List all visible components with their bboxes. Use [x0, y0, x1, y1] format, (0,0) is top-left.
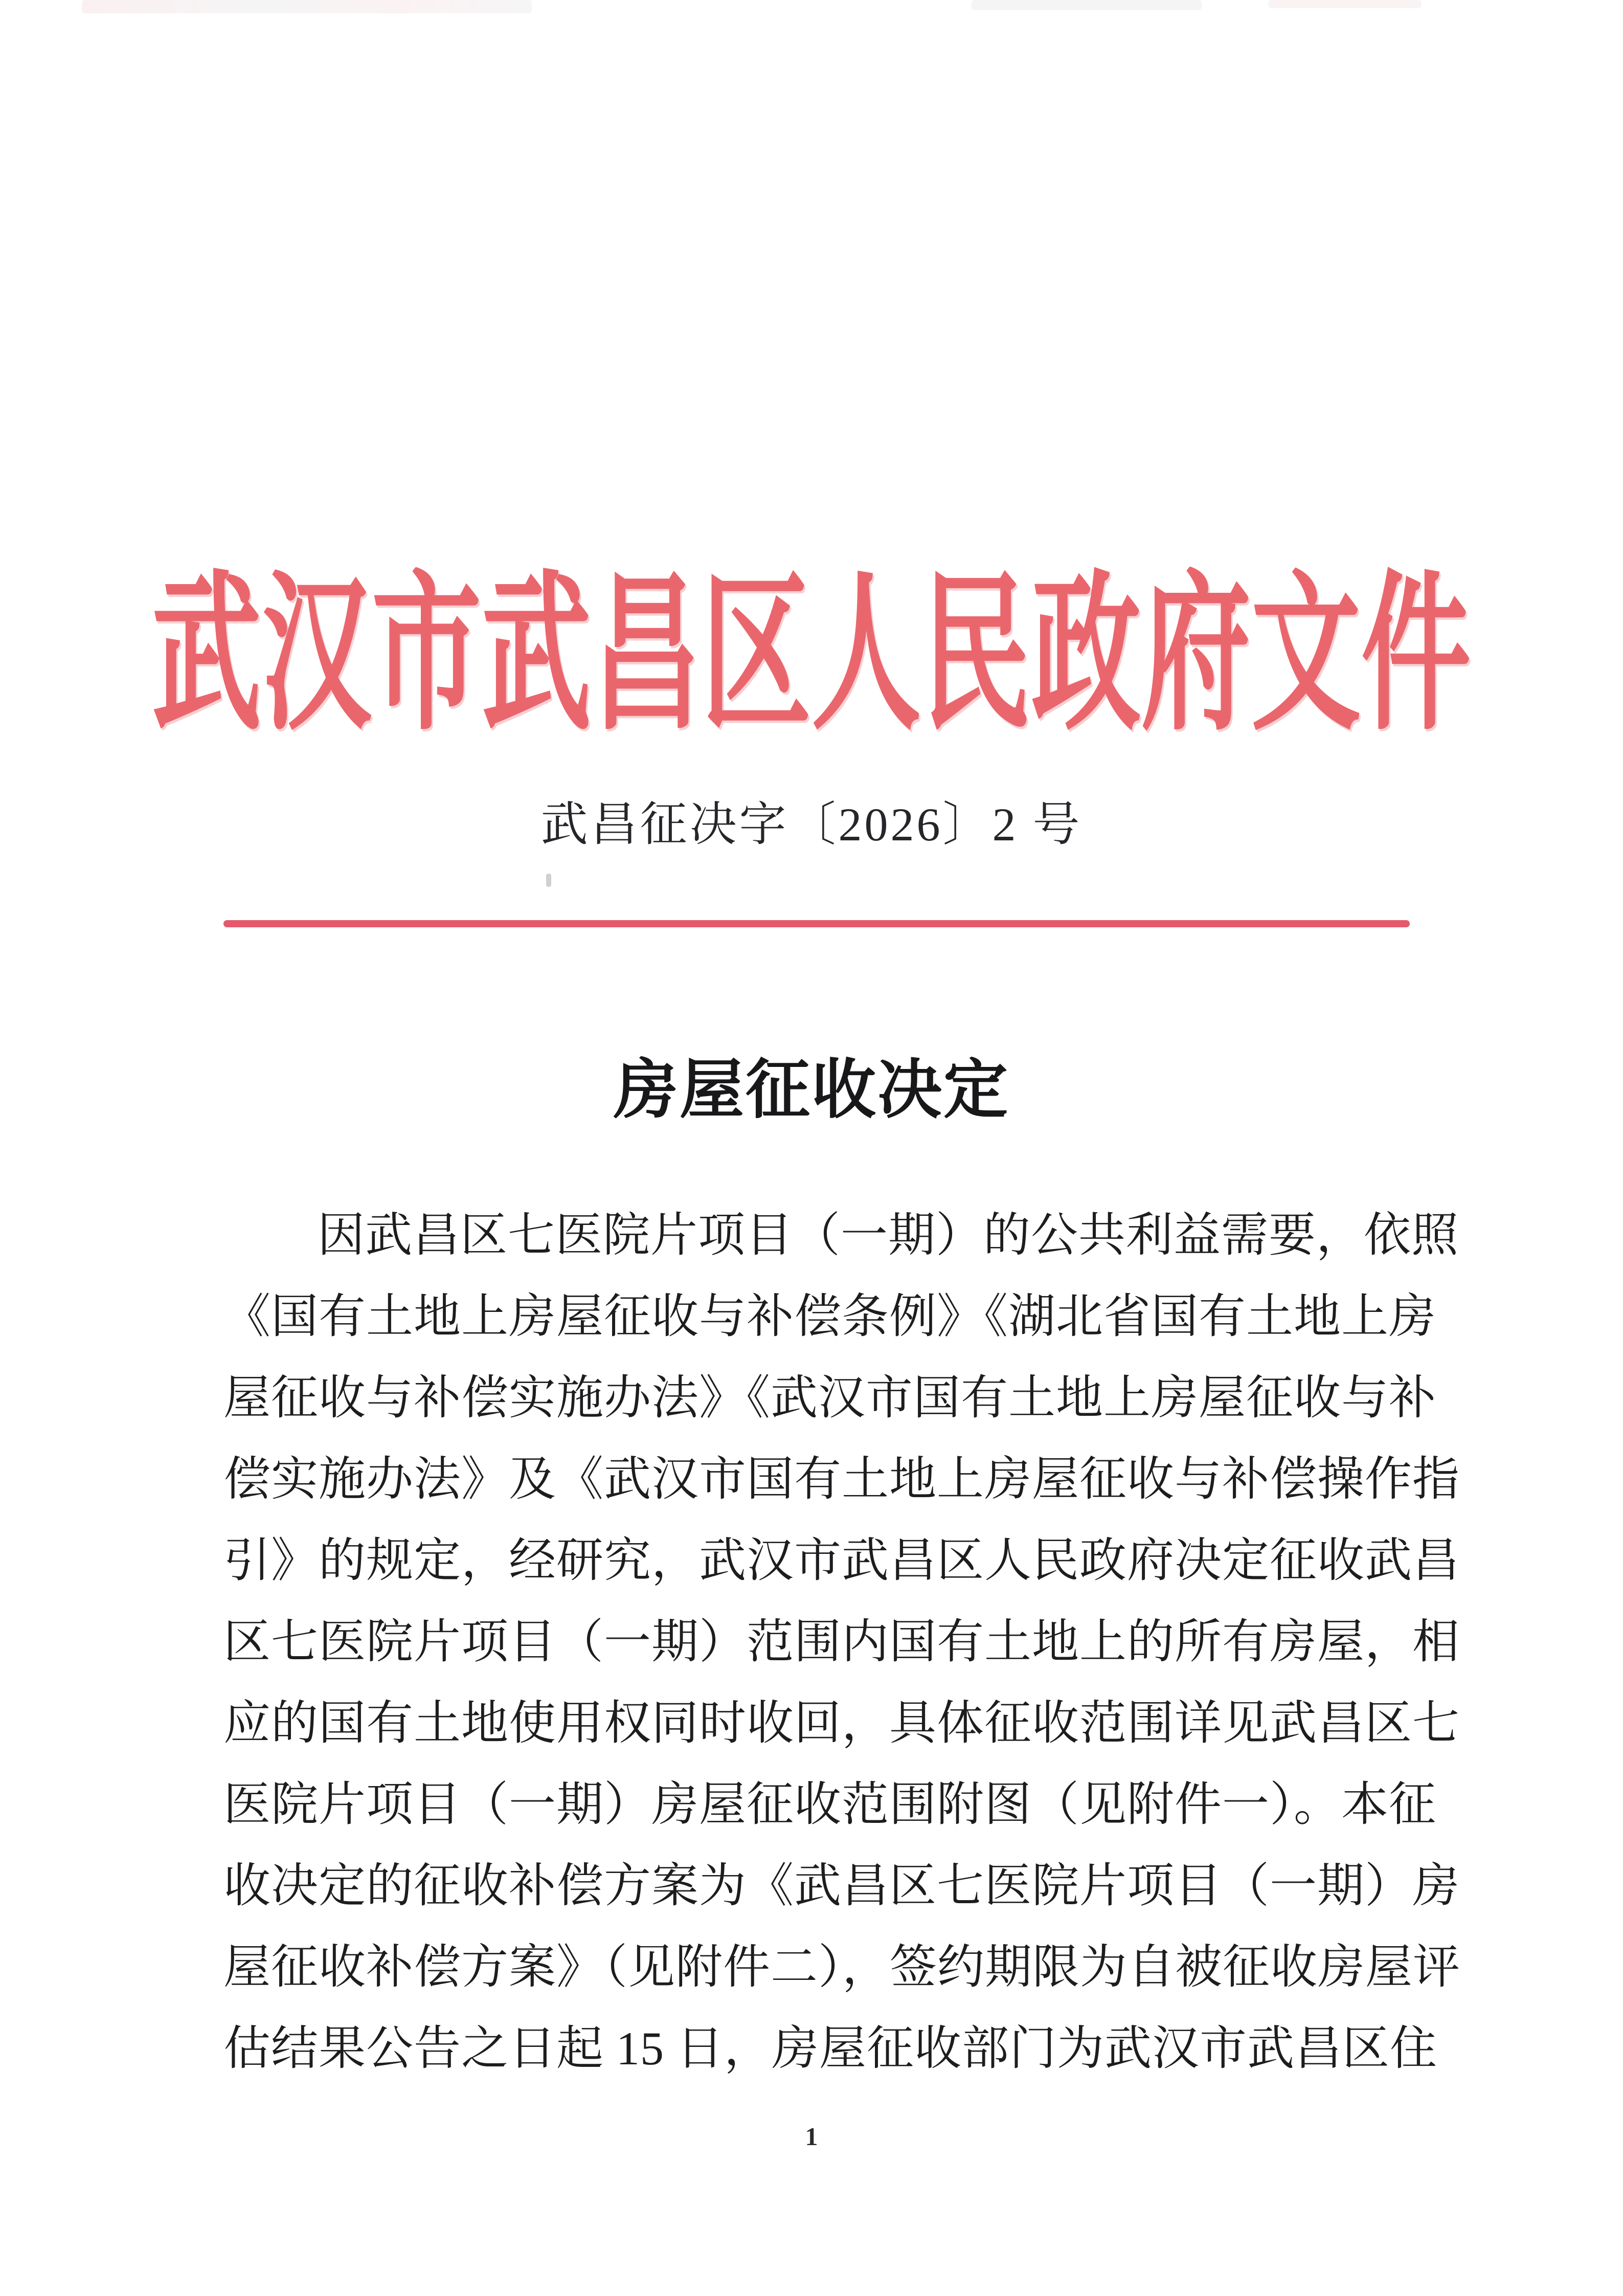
body-line: 引》的规定，经研究，武汉市武昌区人民政府决定征收武昌 — [223, 1534, 1460, 1587]
body-line: 医院片项目（一期）房屋征收范围附图（见附件一）。本征 — [223, 1778, 1437, 1831]
scan-speck — [546, 874, 551, 887]
body-line: 屋征收补偿方案》（见附件二），签约期限为自被征收房屋评 — [223, 1941, 1461, 1993]
body-line: 收决定的征收补偿方案为《武昌区七医院片项目（一期）房 — [223, 1860, 1460, 1912]
government-letterhead-title: 武汉市武昌区人民政府文件 — [152, 561, 1471, 751]
red-divider-rule — [223, 920, 1410, 927]
body-line: 屋征收与补偿实施办法》《武汉市国有土地上房屋征收与补 — [223, 1372, 1437, 1424]
scan-artifact-top-right — [972, 0, 1202, 10]
document-title: 房屋征收决定 — [614, 1055, 1009, 1126]
body-paragraph — [223, 1195, 1461, 2089]
body-line: 偿实施办法》及《武汉市国有土地上房屋征收与补偿操作指 — [223, 1453, 1460, 1505]
body-line: 应的国有土地使用权同时收回，具体征收范围详见武昌区七 — [223, 1697, 1460, 1749]
page-number: 1 — [805, 2122, 818, 2151]
scan-artifact-top-left — [82, 0, 532, 13]
body-line: 估结果公告之日起 15 日，房屋征收部门为武汉市武昌区住 — [223, 2022, 1438, 2075]
body-line: 因武昌区七医院片项目（一期）的公共利益需要，依照 — [318, 1209, 1459, 1261]
body-line: 《国有土地上房屋征收与补偿条例》《湖北省国有土地上房 — [223, 1290, 1437, 1343]
document-reference-number: 武昌征决字〔2026〕2 号 — [540, 798, 1083, 851]
scan-artifact-top-far-right — [1268, 0, 1422, 8]
body-line: 区七医院片项目（一期）范围内国有土地上的所有房屋，相 — [223, 1616, 1460, 1668]
